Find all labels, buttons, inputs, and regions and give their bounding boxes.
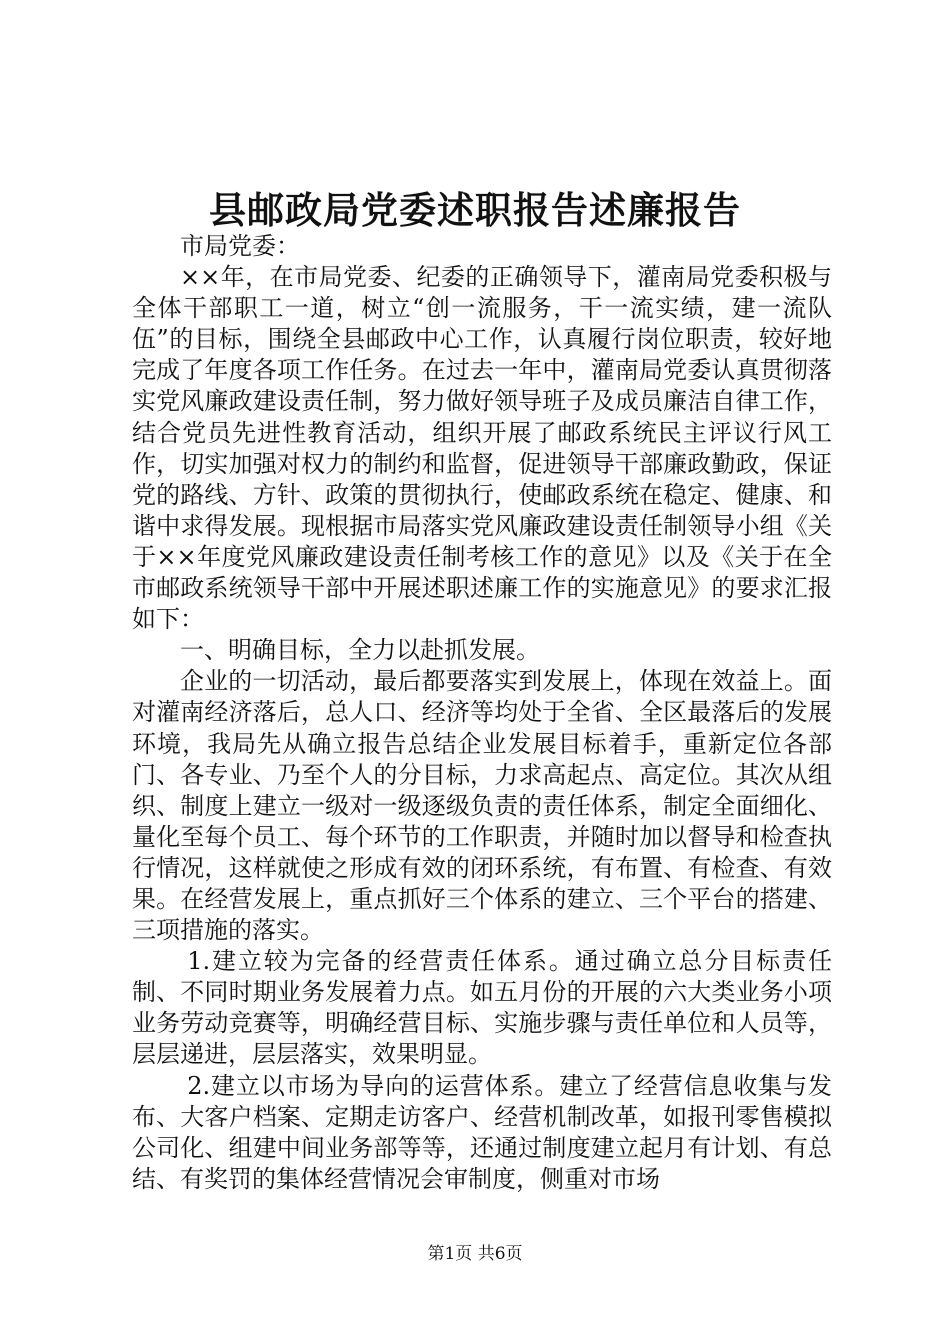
paragraph-development: 企业的一切活动，最后都要落实到发展上，体现在效益上。面对灌南经济落后，总人口、经济等均处于全省、全区最落后的发展环境，我局先从确立报告总结企业发展目标着手，重新定位各部门、各专业、乃至个人的分目标，力求高起点、高定位。其次从组织、制度上建立一级对一级逐级负责的责任体系，制定全面细化、量化至每个员工、每个环节的工作职责，并随时加以督导和检查执行情况，这样就使之形成有效的闭环系统，有布置、有检查、有效果。在经营发展上，重点抓好三个体系的建立、三个平台的搭建、三项措施的落实。 — [132, 667, 832, 945]
paragraph-intro: ××年，在市局党委、纪委的正确领导下，灌南局党委积极与全体干部职工一道，树立“创一流服务，干一流实绩，建一流队伍”的目标，围绕全县邮政中心工作，认真履行岗位职责，较好地完成了年度各项工作任务。在过去一年中，灌南局党委认真贯彻落实党风廉政建设责任制，努力做好领导班子及成员廉洁自律工作，结合党员先进性教育活动，组织开展了邮政系统民主评议行风工作，切实加强对权力的制约和监督，促进领导干部廉政勤政，保证党的路线、方针、政策的贯彻执行，使邮政系统在稳定、健康、和谐中求得发展。现根据市局落实党风廉政建设责任制领导小组《关于××年度党风廉政建设责任制考核工作的意见》以及《关于在全市邮政系统领导干部中开展述职述廉工作的实施意见》的要求汇报如下： — [132, 263, 832, 634]
document-body — [132, 231, 832, 1195]
salutation: 市局党委： — [180, 232, 300, 260]
document-title: 县邮政局党委述职报告述廉报告 — [209, 188, 741, 232]
paragraph-item-1: 1.建立较为完备的经营责任体系。通过确立总分目标责任制、不同时期业务发展着力点。如五月份的开展的六大类业务小项业务劳动竞赛等，明确经营目标、实施步骤与责任单位和人员等，层层递进，层层落实，效果明显。 — [132, 947, 832, 1069]
page-indicator: 第1页 共6页 — [427, 1244, 523, 1264]
paragraph-item-2: 2.建立以市场为导向的运营体系。建立了经营信息收集与发布、大客户档案、定期走访客户、经营机制改革，如报刊零售模拟公司化、组建中间业务部等等，还通过制度建立起月有计划、有总结、有奖罚的集体经营情况会审制度，侧重对市场 — [132, 1071, 832, 1193]
section-heading: 一、明确目标，全力以赴抓发展。 — [180, 636, 540, 665]
